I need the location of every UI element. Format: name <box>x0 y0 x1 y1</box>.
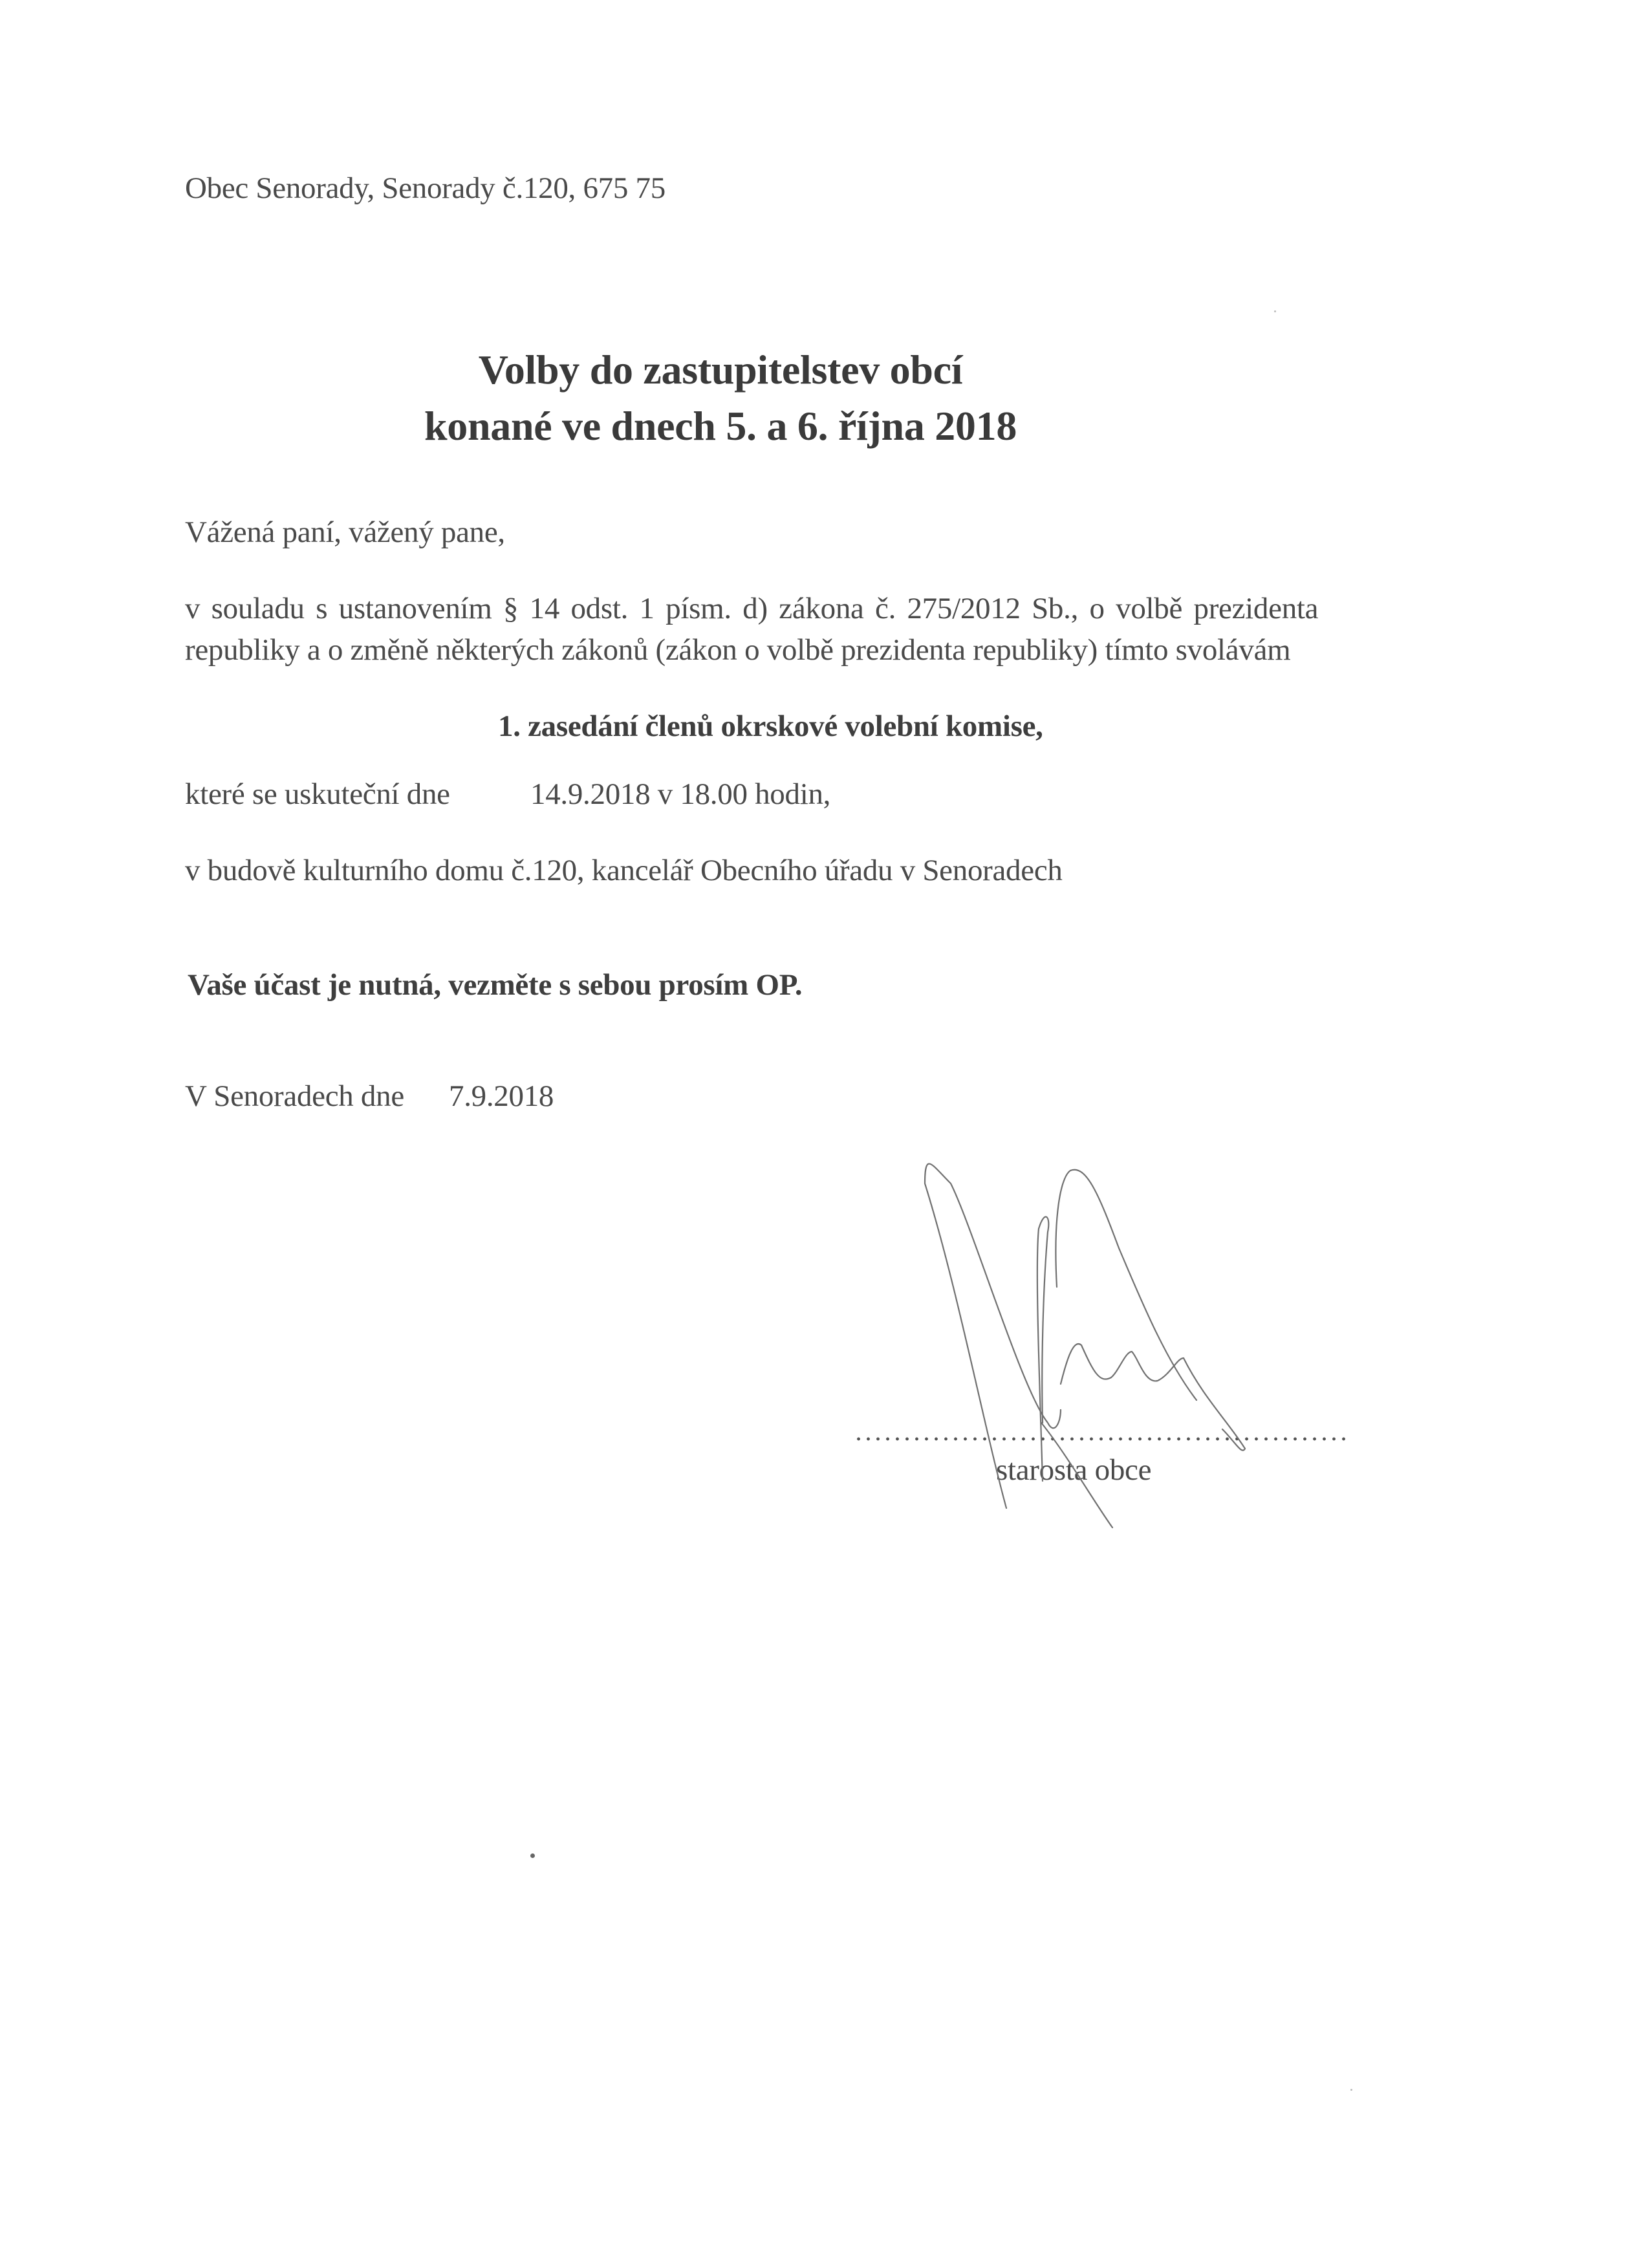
signature-stroke <box>1041 1423 1112 1528</box>
scan-speck <box>1274 310 1276 312</box>
signature-stroke <box>925 1164 1061 1508</box>
place-date-label: V Senoradech dne <box>185 1079 404 1113</box>
meeting-where: v budově kulturního domu č.120, kancelář Obecního úřadu v Senoradech <box>185 854 1063 887</box>
salutation: Vážená paní, vážený pane, <box>185 515 505 549</box>
signature-caption: starosta obce <box>996 1453 1152 1487</box>
notice: Vaše účast je nutná, vezměte s sebou prosím OP. <box>188 968 803 1002</box>
meeting-when-label: které se uskuteční dne <box>185 777 450 811</box>
paragraph-line-2: republiky a o změně některých zákonů (zákon o volbě prezidenta republiky) tímto svolávám <box>185 633 1291 667</box>
title-line-1: Volby do zastupitelstev obcí <box>478 347 963 393</box>
scan-speck <box>1350 2089 1352 2091</box>
signature-stroke <box>1061 1344 1245 1451</box>
signature-stroke <box>1037 1216 1048 1481</box>
title-line-2: konané ve dnech 5. a 6. října 2018 <box>424 403 1017 449</box>
meeting-when-value: 14.9.2018 v 18.00 hodin, <box>530 777 831 811</box>
signature-stroke <box>1056 1170 1196 1400</box>
place-date-value: 7.9.2018 <box>449 1079 554 1113</box>
header-address: Obec Senorady, Senorady č.120, 675 75 <box>185 171 666 205</box>
scan-speck <box>530 1853 535 1858</box>
meeting-heading: 1. zasedání členů okrskové volební komise, <box>498 709 1043 743</box>
paragraph-line-1: v souladu s ustanovením § 14 odst. 1 písm. d) zákona č. 275/2012 Sb., o volbě prezidenta <box>185 592 1319 625</box>
